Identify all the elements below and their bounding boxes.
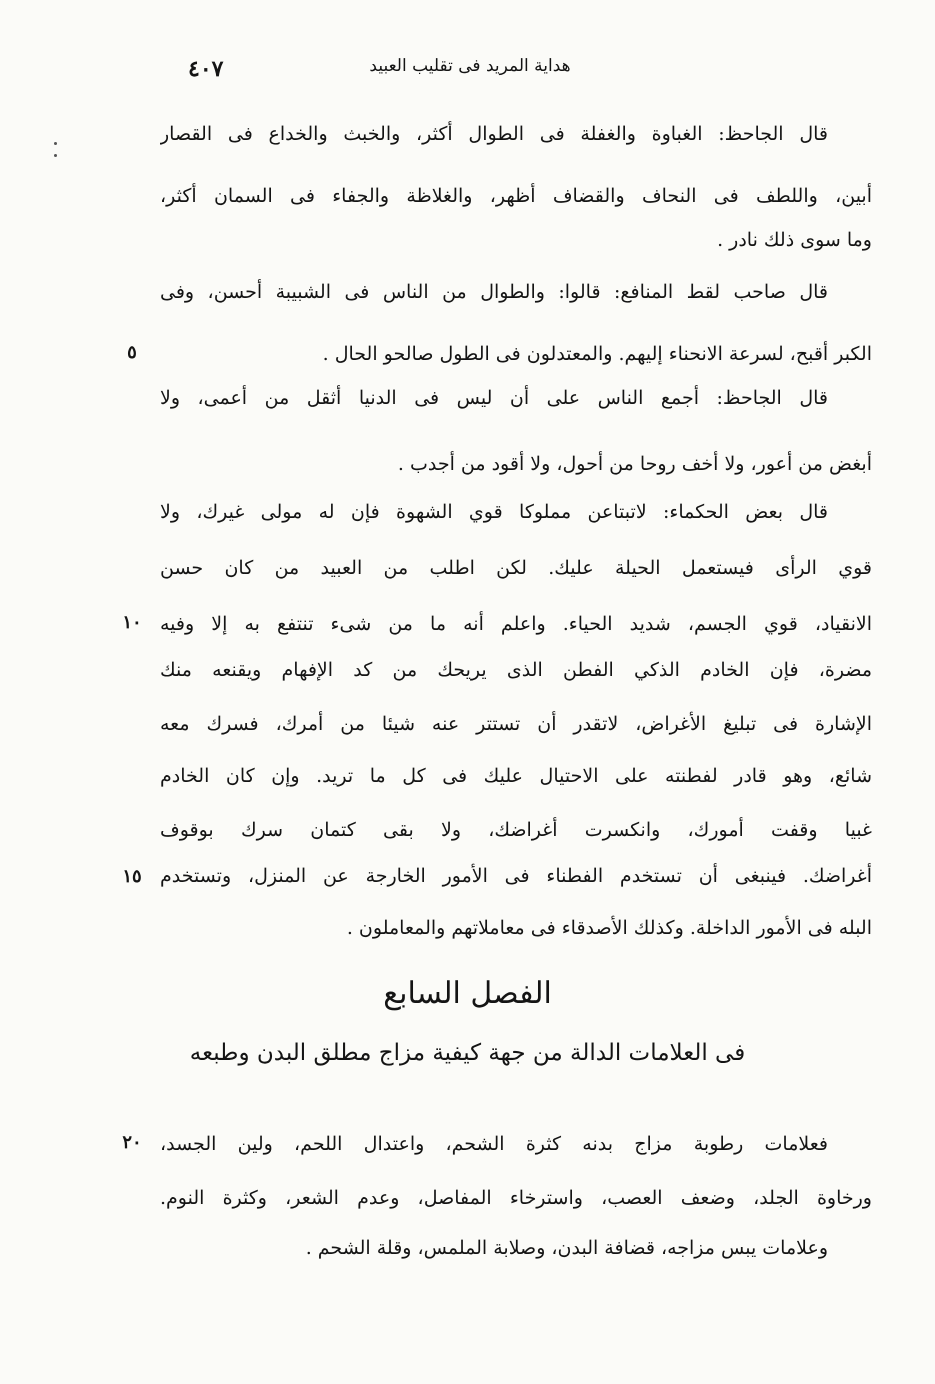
chapter-subtitle: فى العلامات الدالة من جهة كيفية مزاج مطلق البدن وطبعه bbox=[189, 1040, 746, 1066]
chapter-title: الفصل السابع bbox=[383, 976, 552, 1011]
text-line: أغراضك. فينبغى أن تستخدم الفطناء فى الأمور الخارجة عن المنزل، وتستخدم bbox=[160, 865, 872, 887]
page-number: ٤٠٧ bbox=[188, 56, 224, 82]
text-line: الإشارة فى تبليغ الأغراض، لاتقدر أن تستتر عنه شيئا من أمرك، فسرك معه bbox=[160, 713, 872, 735]
text-line: ورخاوة الجلد، وضعف العصب، واسترخاء المفاصل، وعدم الشعر، وكثرة النوم. bbox=[160, 1187, 872, 1209]
line-number: ١٥ bbox=[122, 866, 142, 887]
text-line: وعلامات يبس مزاجه، قضافة البدن، وصلابة الملمس، وقلة الشحم . bbox=[305, 1237, 828, 1259]
text-line: قال صاحب لقط المنافع: قالوا: والطوال من الناس فى الشبيبة أحسن، وفى bbox=[160, 281, 828, 303]
text-line: مضرة، فإن الخادم الذكي الفطن الذى يريحك من كد الإفهام ويقنعه منك bbox=[160, 659, 872, 681]
line-number: ٢٠ bbox=[122, 1132, 142, 1153]
margin-mark bbox=[54, 142, 57, 145]
text-line: قال الجاحظ: الغباوة والغفلة فى الطوال أكثر، والخبث والخداع فى القصار bbox=[160, 123, 828, 145]
text-line: وما سوى ذلك نادر . bbox=[717, 229, 872, 251]
text-line: أبغض من أعور، ولا أخف روحا من أحول، ولا أقود من أجدب . bbox=[397, 453, 872, 475]
text-line: قال بعض الحكماء: لاتبتاعن مملوكا قوي الشهوة فإن له مولى غيرك، ولا bbox=[160, 501, 828, 523]
text-line: غبيا وقفت أمورك، وانكسرت أغراضك، ولا بقى كتمان سرك بوقوف bbox=[160, 819, 872, 841]
text-line: الانقياد، قوي الجسم، شديد الحياء. واعلم أنه ما من شىء تنتفع به إلا وفيه bbox=[160, 613, 872, 635]
text-line: أبين، واللطف فى النحاف والقضاف أظهر، والغلاظة والجفاء فى السمان أكثر، bbox=[160, 185, 872, 207]
text-line: شائع، وهو قادر لفطنته على الاحتيال عليك فى كل ما تريد. وإن كان الخادم bbox=[160, 765, 872, 787]
text-line: الكبر أقبح، لسرعة الانحناء إليهم. والمعتدلون فى الطول صالحو الحال . bbox=[322, 343, 872, 365]
margin-mark bbox=[54, 154, 57, 157]
line-number: ٥ bbox=[127, 342, 137, 363]
line-number: ١٠ bbox=[122, 612, 142, 633]
text-line: البله فى الأمور الداخلة. وكذلك الأصدقاء فى معاملاتهم والمعاملون . bbox=[346, 917, 872, 939]
text-line: قال الجاحظ: أجمع الناس على أن ليس فى الدنيا أثقل من أعمى، ولا bbox=[160, 387, 828, 409]
text-line: قوي الرأى فيستعمل الحيلة عليك. لكن اطلب من العبيد من كان حسن bbox=[160, 557, 872, 579]
text-line: فعلامات رطوبة مزاج بدنه كثرة الشحم، واعتدال اللحم، ولين الجسد، bbox=[160, 1133, 828, 1155]
running-header: هداية المريد فى تقليب العبيد bbox=[369, 56, 571, 76]
